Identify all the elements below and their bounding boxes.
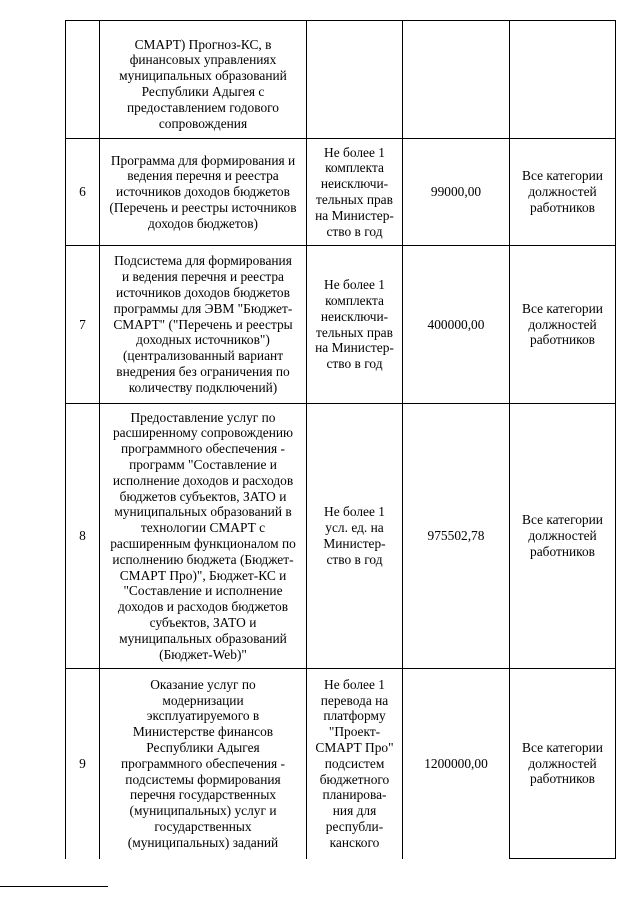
qty-line: бюджетного (319, 771, 390, 787)
name-line: муниципальных образований (119, 630, 287, 646)
name-line: государственных (154, 819, 252, 835)
name-line: перечня государственных (129, 787, 277, 803)
qty-line: ство в год (326, 551, 383, 567)
name-line: исполнение доходов и расходов (112, 472, 294, 488)
category-line: Все категории (522, 739, 603, 755)
name-line: Республики Адыгея (146, 740, 260, 756)
name-line: программного обеспечения - (120, 755, 285, 771)
name-line: источников доходов бюджетов (116, 184, 290, 200)
category-line: должностей (528, 528, 597, 544)
name-line: исполнению бюджета (Бюджет- (112, 551, 294, 567)
category-line: должностей (528, 755, 597, 771)
qty-line: Министер- (323, 536, 386, 551)
name-line: (муниципальных) заданий (127, 834, 279, 850)
cell-quantity (307, 669, 403, 859)
cell-name (100, 246, 307, 404)
name-line: Подсистема для формирования (114, 253, 292, 269)
name-line: сопровождения (158, 115, 248, 131)
name-line: СМАРТ" ("Перечень и реестры (113, 316, 293, 332)
name-line: СМАРТ Про)", Бюджет-КС и (119, 567, 287, 583)
name-line: количеству подключений) (128, 379, 278, 395)
qty-line: республи- (325, 819, 384, 835)
name-line: (централизованный вариант (122, 348, 284, 364)
name-line: доходов и расходов бюджетов (117, 599, 289, 615)
cell-price: 400000,00 (403, 246, 510, 404)
name-line: программы для ЭВМ "Бюджет- (113, 300, 293, 316)
name-line: расширенным функционалом по (110, 536, 296, 551)
cell-category (510, 246, 616, 404)
name-line: муниципальных образований (119, 68, 287, 84)
cell-price (403, 21, 510, 139)
name-line: технологии СМАРТ с (140, 520, 266, 536)
category-line: Все категории (522, 512, 603, 528)
name-line: программ "Составление и (129, 457, 277, 473)
cell-price: 99000,00 (403, 139, 510, 246)
qty-line: подсистем (324, 755, 385, 771)
qty-line: ство в год (326, 223, 383, 239)
cell-category (510, 21, 616, 139)
cell-quantity (307, 246, 403, 404)
qty-line: усл. ед. на (325, 520, 384, 536)
category-line: работников (530, 199, 595, 215)
name-line: доходных источников") (136, 332, 270, 348)
name-line: (Перечень и реестры источников (109, 199, 297, 215)
qty-line: тельных прав (316, 192, 393, 207)
name-line: (Бюджет-Web)" (159, 646, 247, 662)
name-line: модернизации (162, 692, 244, 708)
qty-line: "Проект- (328, 724, 381, 740)
qty-line: Не более 1 (324, 676, 385, 692)
category-line: должностей (528, 316, 597, 332)
name-line: предоставлением годового (127, 99, 279, 115)
footnote-separator (0, 886, 108, 887)
cell-category (510, 404, 616, 669)
cell-name (100, 669, 307, 859)
qty-line: планирова- (322, 787, 387, 803)
qty-line: платформу (323, 708, 386, 724)
qty-line: канского (329, 834, 380, 850)
name-line: Министерстве финансов (132, 724, 274, 740)
cell-price: 1200000,00 (403, 669, 510, 859)
name-line: подсистемы формирования (125, 771, 281, 787)
cell-number: 8 (66, 404, 100, 669)
name-line: СМАРТ) Прогноз-КС, в (134, 36, 272, 52)
procurement-table (65, 20, 616, 859)
name-line: Оказание услуг по (150, 676, 256, 692)
name-line: Республики Адыгея с (141, 84, 265, 99)
qty-line: перевода на (320, 692, 389, 708)
table-row-continuation (66, 21, 616, 139)
name-line: субъектов, ЗАТО и (149, 614, 257, 630)
cell-quantity (307, 139, 403, 246)
cell-category (510, 669, 616, 859)
category-line: работников (530, 332, 595, 348)
qty-line: неисключи- (320, 308, 389, 324)
category-line: работников (530, 543, 595, 559)
qty-line: ния для (332, 803, 377, 819)
name-line: Предоставление услуг по (130, 409, 276, 425)
qty-line: Не более 1 (324, 504, 385, 520)
name-line: и ведения перечня и реестра (122, 269, 284, 285)
name-line: источников доходов бюджетов (116, 285, 290, 300)
name-line: "Составление и исполнение (123, 583, 283, 599)
qty-line: тельных прав (316, 324, 393, 340)
cell-number: 6 (66, 139, 100, 246)
name-line: Программа для формирования и (110, 152, 296, 168)
qty-line: Не более 1 (324, 277, 385, 293)
table-row (66, 669, 616, 859)
qty-line: на Министер- (315, 207, 394, 223)
table-row (66, 139, 616, 246)
cell-name (100, 404, 307, 669)
cell-name (100, 139, 307, 246)
cell-number: 7 (66, 246, 100, 404)
category-line: Все категории (522, 300, 603, 316)
name-line: финансовых управлениях (129, 52, 277, 68)
cell-number: 9 (66, 669, 100, 859)
category-line: Все категории (522, 168, 603, 184)
cell-category (510, 139, 616, 246)
name-line: расширенному сопровождению (112, 425, 294, 441)
name-line: бюджетов субъектов, ЗАТО и (119, 488, 287, 504)
qty-line: комплекта (325, 292, 384, 308)
name-line: программного обеспечения - (120, 441, 285, 457)
table-row (66, 404, 616, 669)
qty-line: Не более 1 (324, 144, 385, 160)
name-line: внедрения без ограничения по (116, 363, 290, 379)
name-line: (муниципальных) услуг и (129, 803, 277, 819)
cell-number (66, 21, 100, 139)
cell-name (100, 21, 307, 139)
cell-quantity (307, 404, 403, 669)
name-line: ведения перечня и реестра (127, 168, 279, 184)
name-line: муниципальных образований в (114, 504, 292, 520)
category-line: работников (530, 771, 595, 787)
name-line: доходов бюджетов) (148, 215, 258, 231)
qty-line: неисключи- (320, 176, 389, 192)
table-row (66, 246, 616, 404)
name-line: эксплуатируемого в (146, 708, 260, 724)
cell-quantity (307, 21, 403, 139)
qty-line: комплекта (325, 160, 384, 176)
cell-price: 975502,78 (403, 404, 510, 669)
qty-line: на Министер- (315, 340, 394, 356)
category-line: должностей (528, 184, 597, 200)
qty-line: СМАРТ Про" (315, 740, 394, 756)
qty-line: ство в год (326, 356, 383, 372)
